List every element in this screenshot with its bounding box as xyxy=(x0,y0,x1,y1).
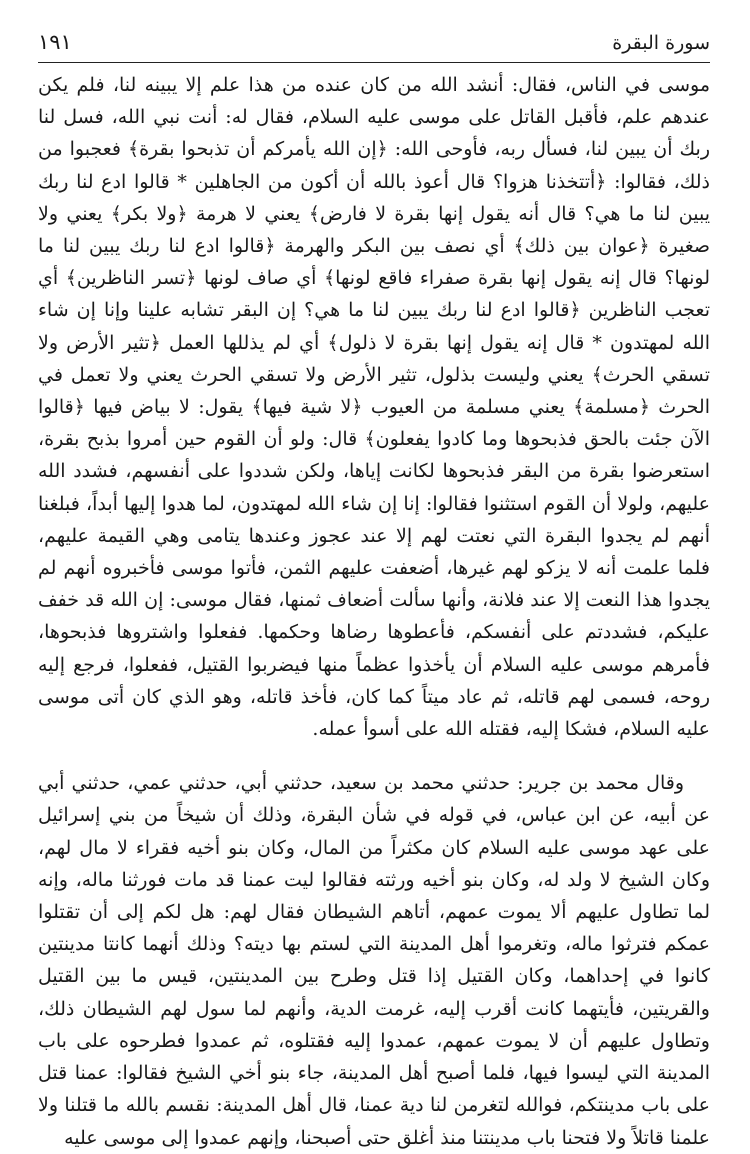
commentary-paragraph-2: وقال محمد بن جرير: حدثني محمد بن سعيد، حدثني أبي، حدثني عمي، حدثني أبي عن أبيه، عن ابن عباس، في قوله في شأن البقرة، وذلك أن شيخاً من بني إسرائيل على عهد موسى عليه السلام كان مكثراً من المال، وكان بنو أخيه فقراء لا مال لهم، وكان الشيخ لا ولد له، وكان بنو أخيه ورثته فقالوا ليت عمنا قد مات فورثنا ماله، وإنه لما تطاول عليهم ألا يموت عمهم، أتاهم الشيطان فقال لهم: هل لكم إلى أن تقتلوا عمكم فترثوا ماله، وتغرموا أهل المدينة التي لستم بها ديته؟ وذلك أنهما كانتا مدينتين كانوا في إحداهما، وكان القتيل إذا قتل وطرح بين المدينتين، قيس ما بين القتيل والقريتين، فأيتهما كانت أقرب إليه، غرمت الدية، وأنهم لما سول لهم الشيطان ذلك، وتطاول عليهم أن لا يموت عمهم، عمدوا إليه فقتلوه، ثم عمدوا فطرحوه على باب المدينة التي ليسوا فيها، فلما أصبح أهل المدينة، جاء بنو أخي الشيخ فقالوا: عمنا قتل على باب مدينتكم، فوالله لتغرمن لنا دية عمنا، قال أهل المدينة: نقسم بالله ما قتلنا ولا علمنا قاتلاً ولا فتحنا باب مدينتنا منذ أغلق حتى أصبحنا، وإنهم عمدوا إلى موسى عليه xyxy=(38,772,710,1149)
running-header xyxy=(38,28,710,63)
commentary-paragraph-1: موسى في الناس، فقال: أنشد الله من كان عنده من هذا علم إلا يبينه لنا، فلم يكن عندهم علم، فأقبل القاتل على موسى عليه السلام، فقال له: أنت نبي الله، فسل لنا ربك أن يبين لنا، فسأل ربه، فأوحى الله: ﴿إن الله يأمركم أن تذبحوا بقرة﴾ فعجبوا من ذلك، فقالوا: ﴿أتتخذنا هزوا؟ قال أعوذ بالله أن أكون من الجاهلين * قالوا ادع لنا ربك يبين لنا ما هي؟ قال أنه يقول إنها بقرة لا فارض﴾ يعني لا هرمة ﴿ولا بكر﴾ يعني ولا صغيرة ﴿عوان بين ذلك﴾ أي نصف بين البكر والهرمة ﴿قالوا ادع لنا ربك يبين لنا ما لونها؟ قال إنه يقول إنها بقرة صفراء فاقع لونها﴾ أي صاف لونها ﴿تسر الناظرين﴾ أي تعجب الناظرين ﴿قالوا ادع لنا ربك يبين لنا ما هي؟ إن البقر تشابه علينا وإنا إن شاء الله لمهتدون * قال إنه يقول إنها بقرة لا ذلول﴾ أي لم يذللها العمل ﴿تثير الأرض ولا تسقي الحرث﴾ يعني وليست بذلول، تثير الأرض ولا تسقي الحرث يعني ولا تعمل في الحرث ﴿مسلمة﴾ يعني مسلمة من العيوب ﴿لا شية فيها﴾ يقول: لا بياض فيها ﴿قالوا الآن جئت بالحق فذبحوها وما كادوا يفعلون﴾ قال: ولو أن القوم حين أمروا بذبح بقرة، استعرضوا بقرة من البقر فذبحوها لكانت إياها، ولكن شددوا على أنفسهم، فشدد الله عليهم، ولولا أن القوم استثنوا فقالوا: إنا إن شاء الله لمهتدون، لما هدوا إليها أبداً، فبلغنا أنهم لم يجدوا البقرة التي نعتت لهم إلا عند عجوز وعندها يتامى وهي القيمة عليهم، فلما علمت أنه لا يزكو لهم غيرها، أضعفت عليهم الثمن، فأتوا موسى فأخبروه أنهم لم يجدوا هذا النعت إلا عند فلانة، وأنها سألت أضعاف ثمنها، فقال موسى: إن الله قد خفف عليكم، فشددتم على أنفسكم، فأعطوها رضاها وحكمها. ففعلوا واشتروها فذبحوها، فأمرهم موسى عليه السلام أن يأخذوا عظماً منها فيضربوا القتيل، ففعلوا، فرجع إليه روحه، فسمى لهم قاتله، ثم عاد ميتاً كما كان، فأخذ قاتله، وهو الذي كان أتى موسى عليه السلام، فشكا إليه، فقتله الله على أسوأ عمله. xyxy=(38,74,711,741)
surah-title: سورة البقرة xyxy=(612,32,710,54)
book-page xyxy=(38,28,711,1149)
page-number: ١٩١ xyxy=(38,30,72,54)
